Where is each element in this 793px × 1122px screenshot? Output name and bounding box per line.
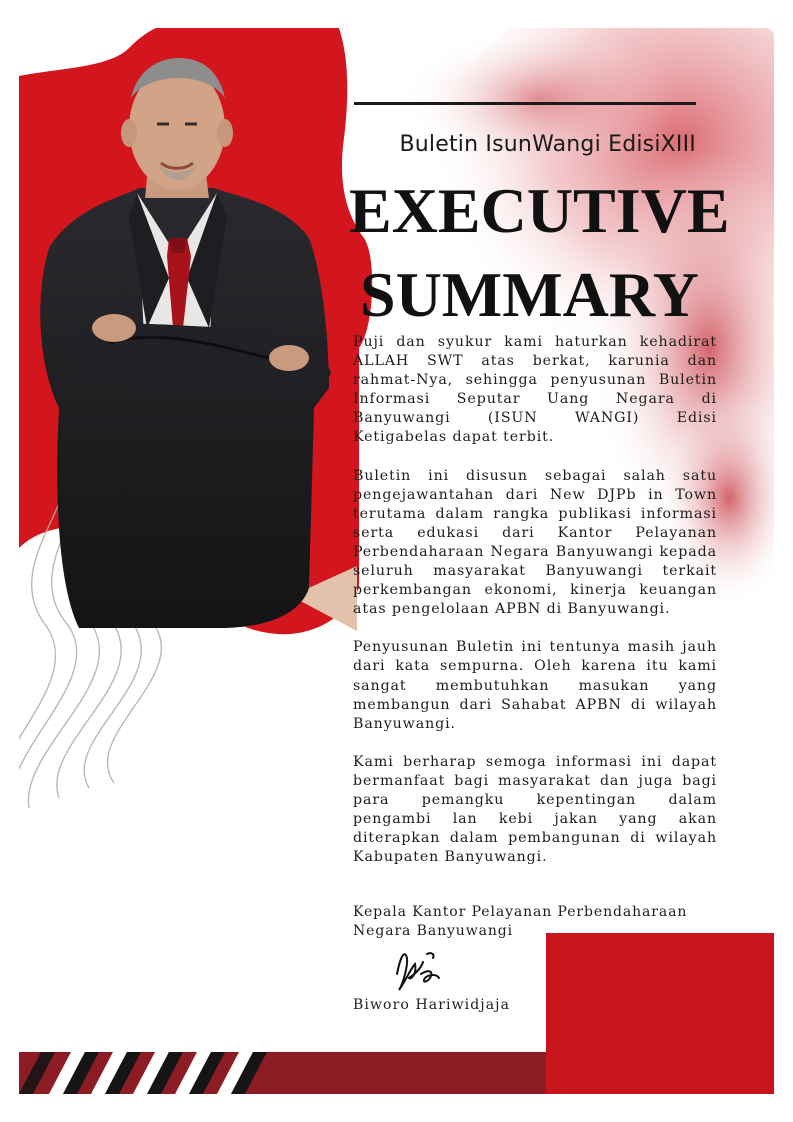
signer-name: Biworo Hariwidjaja: [353, 997, 511, 1013]
signer-role: Kepala Kantor Pelayanan Perbendaharaan Negara Banyuwangi: [353, 904, 688, 939]
edition-label: Buletin IsunWangi EdisiXIII: [399, 132, 696, 157]
title-line-2: SUMMARY: [359, 259, 699, 330]
header-rule: [354, 102, 696, 105]
paragraph: Puji dan syukur kami haturkan kehadirat ALLAH SWT atas berkat, karunia dan rahmat-Nya, sehingga penyusunan Buletin Informasi Seputar Uang Negara di Banyuwangi (ISUN WANGI) Edisi Ketigabelas dapat terbit.: [353, 334, 717, 446]
paragraph: Kami berharap semoga informasi ini dapat bermanfaat bagi masyarakat dan juga bagi para pemangku kepentingan dalam pengambi lan kebi jakan yang akan diterapkan dalam pembangunan di wilayah Kabupaten Banyuwangi.: [353, 753, 717, 866]
title-line-1: EXECUTIVE: [349, 175, 730, 246]
signature-image: [391, 944, 443, 994]
summary-body: [353, 333, 717, 867]
bottom-stripe-bar: [19, 1052, 774, 1094]
paragraph: Buletin ini disusun sebagai salah satu pengejawantahan dari New DJPb in Town terutama dalam rangka publikasi informasi serta edukasi dari Kantor Pelayanan Perbendaharaan Negara Banyuwangi kepada seluruh masyarakat Banyuwangi terkait perkembangan ekonomi, kinerja keuangan atas pengelolaan APBN di Banyuwangi.: [353, 467, 717, 618]
bulletin-page: [19, 28, 774, 1094]
paragraph: Penyusunan Buletin ini tentunya masih jauh dari kata sempurna. Oleh karena itu kami sangat membutuhkan masukan yang membangun dari Sahabat APBN di wilayah Banyuwangi.: [353, 639, 717, 732]
